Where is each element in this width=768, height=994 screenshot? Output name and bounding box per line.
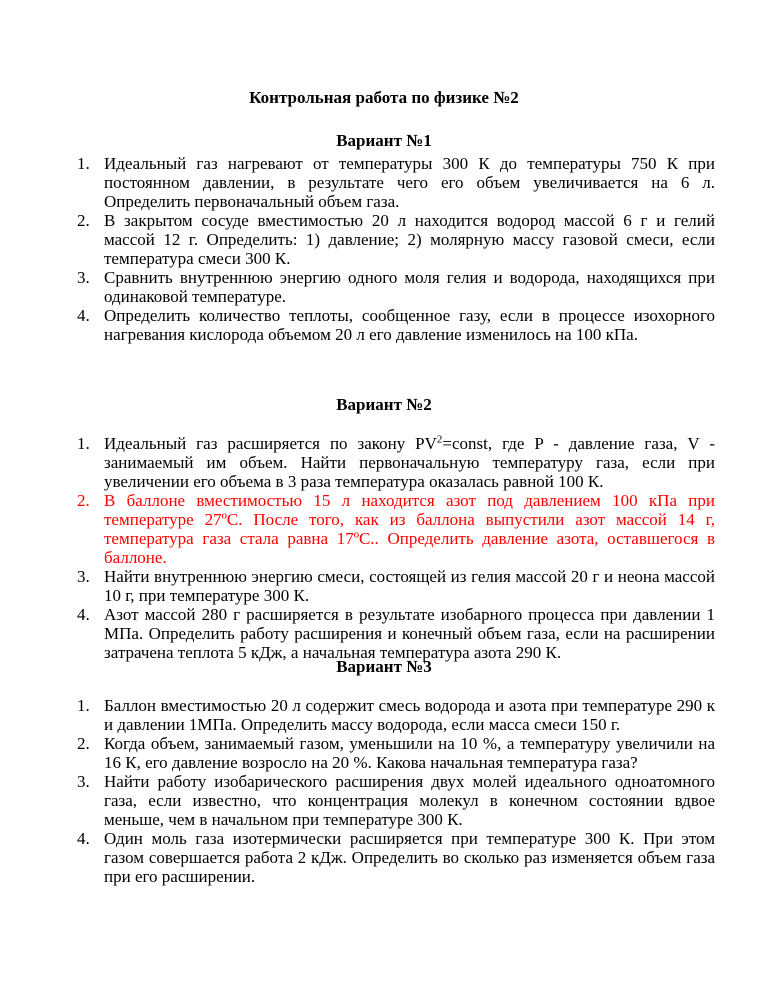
task-text: Один моль газа изотермически расширяется при температуре 300 К. При этом газом совершается работа 2 кДж. Определить во сколько раз изменяется объем газа при его расширении.: [104, 829, 715, 886]
task-text: Когда объем, занимаемый газом, уменьшили на 10 %, а температуру увеличили на 16 К, его давление возросло на 20 %. Какова начальная температура газа?: [104, 734, 715, 772]
task-text: Сравнить внутреннюю энергию одного моля гелия и водорода, находящихся при одинаковой температуре.: [104, 268, 715, 306]
task-item: [60, 567, 715, 605]
task-text: Баллон вместимостью 20 л содержит смесь водорода и азота при температуре 290 к и давлении 1МПа. Определить массу водорода, если масса смеси 150 г.: [104, 696, 715, 734]
task-item: [60, 434, 715, 491]
task-item: [60, 154, 715, 211]
task-text: [104, 434, 715, 491]
task-text: В баллоне вместимостью 15 л находится азот под давлением 100 кПа при температуре 27ºС. После того, как из баллона выпустили азот массой 14 г, температура газа стала равна 17ºС.. Определить давление азота, оставшегося в баллоне.: [104, 491, 715, 567]
task-number: 2.: [77, 734, 90, 753]
task-number: 2.: [77, 211, 90, 230]
task-text: Азот массой 280 г расширяется в результате изобарного процесса при давлении 1 МПа. Определить работу расширения и конечный объем газа, если на расширении затрачена теплота 5 кДж, а начальная температура азота 290 К.: [104, 605, 715, 662]
task-item-highlighted: [60, 491, 715, 567]
task-number: 2.: [77, 491, 90, 510]
task-item: [60, 829, 715, 886]
variant-3-heading: Вариант №3: [336, 657, 432, 676]
task-text: Найти работу изобарического расширения двух молей идеального одноатомного газа, если известно, что концентрация молекул в конечном состоянии вдвое меньше, чем в начальном при температуре 300 К.: [104, 772, 715, 829]
variant-2-task-list: [60, 434, 715, 662]
task-item: [60, 211, 715, 268]
task-text: В закрытом сосуде вместимостью 20 л находится водород массой 6 г и гелий массой 12 г. Определить: 1) давление; 2) молярную массу газовой смеси, если температура смеси 300 К.: [104, 211, 715, 268]
superscript: 2: [436, 433, 443, 446]
task-text: Определить количество теплоты, сообщенное газу, если в процессе изохорного нагревания кислорода объемом 20 л его давление изменилось на 100 кПа.: [104, 306, 715, 344]
task-item: [60, 772, 715, 829]
task-number: 4.: [77, 306, 90, 325]
task-text: Идеальный газ нагревают от температуры 300 К до температуры 750 К при постоянном давлении, в результате чего его объем увеличивается на 6 л. Определить первоначальный объем газа.: [104, 154, 715, 211]
task-item: [60, 605, 715, 662]
task-text: Найти внутреннюю энергию смеси, состоящей из гелия массой 20 г и неона массой 10 г, при температуре 300 К.: [104, 567, 715, 605]
task-number: 4.: [77, 605, 90, 624]
task-number: 4.: [77, 829, 90, 848]
task-number: 1.: [77, 154, 90, 173]
task-item: [60, 734, 715, 772]
task-number: 3.: [77, 567, 90, 586]
task-item: [60, 696, 715, 734]
variant-1-task-list: [60, 154, 715, 344]
task-item: [60, 268, 715, 306]
document-title: Контрольная работа по физике №2: [249, 88, 519, 107]
task-number: 3.: [77, 268, 90, 287]
task-text-before: Идеальный газ расширяется по закону PV: [104, 434, 437, 453]
task-item: [60, 306, 715, 344]
variant-1-heading: Вариант №1: [336, 131, 432, 150]
task-number: 1.: [77, 434, 90, 453]
variant-3-task-list: [60, 696, 715, 886]
task-text-after: =const, где P - давление газа, V - занимаемый им объем. Найти первоначальную температуру газа, если при увеличении его объема в 3 раза температура оказалась равной 100 К.: [104, 434, 715, 491]
task-number: 1.: [77, 696, 90, 715]
task-number: 3.: [77, 772, 90, 791]
variant-2-heading: Вариант №2: [336, 395, 432, 414]
